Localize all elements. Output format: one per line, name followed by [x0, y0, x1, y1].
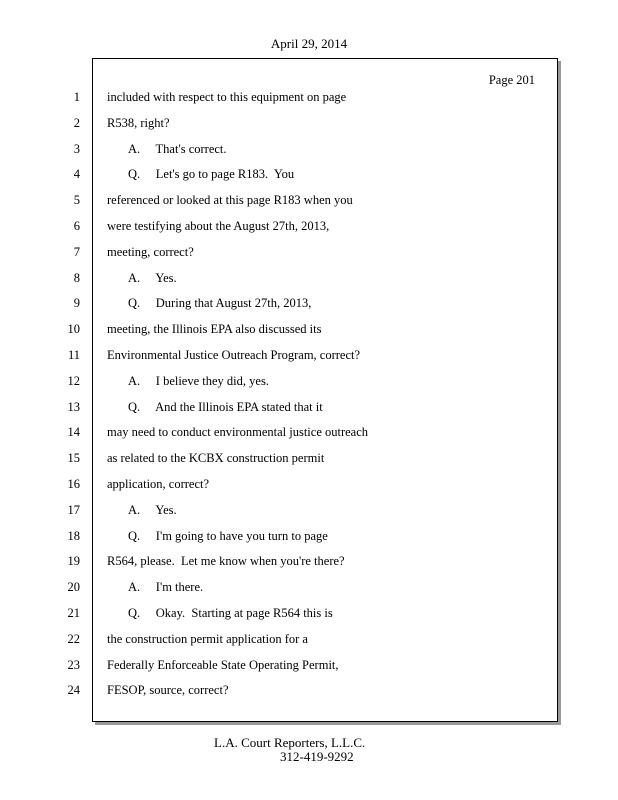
transcript-line: Q. I'm going to have you turn to page [128, 528, 328, 543]
transcript-page [92, 58, 558, 722]
line-number: 18 [67, 528, 80, 543]
line-number: 17 [67, 502, 80, 517]
transcript-line: A. I believe they did, yes. [128, 373, 269, 388]
transcript-line: were testifying about the August 27th, 2013, [107, 219, 330, 233]
line-number: 20 [67, 580, 80, 595]
transcript-line: meeting, correct? [107, 244, 194, 259]
line-number: 16 [67, 477, 80, 491]
line-number: 24 [67, 683, 80, 698]
line-number: 13 [67, 399, 80, 414]
line-number: 6 [73, 219, 80, 233]
line-number: 3 [73, 141, 80, 156]
line-number: 1 [73, 90, 80, 104]
transcript-line: A. Yes. [128, 502, 177, 517]
line-number: 10 [67, 322, 80, 337]
transcript-line: included with respect to this equipment on page [107, 90, 347, 104]
transcript-line: A. I'm there. [128, 580, 204, 595]
transcript-line: Q. Let's go to page R183. You [128, 167, 295, 182]
line-number: 4 [73, 167, 80, 182]
transcript-line: Federally Enforceable State Operating Permit, [107, 657, 339, 672]
transcript-line: Q. During that August 27th, 2013, [128, 296, 312, 311]
line-number: 12 [67, 373, 80, 388]
transcript-line: Q. And the Illinois EPA stated that it [128, 399, 323, 414]
line-number: 19 [67, 554, 80, 569]
line-number: 22 [67, 631, 80, 646]
footer-company: L.A. Court Reporters, L.L.C. [214, 735, 366, 750]
transcript-line: as related to the KCBX construction permit [107, 451, 325, 466]
transcript-line: A. That's correct. [128, 141, 227, 156]
line-number: 5 [73, 193, 80, 208]
line-number: 8 [73, 270, 80, 285]
transcript-line: referenced or looked at this page R183 when you [107, 193, 353, 208]
transcript-line: Q. Okay. Starting at page R564 this is [128, 606, 333, 620]
line-number: 9 [73, 296, 80, 311]
transcript-line: R538, right? [107, 115, 170, 130]
line-number: 15 [67, 451, 80, 466]
transcript-line: may need to conduct environmental justice outreach [107, 425, 369, 440]
transcript-line: A. Yes. [128, 270, 177, 285]
transcript-line: FESOP, source, correct? [107, 683, 229, 698]
transcript-line: the construction permit application for a [107, 631, 308, 646]
line-number: 23 [67, 657, 80, 672]
line-number: 21 [67, 606, 80, 620]
page-number: Page 201 [488, 73, 535, 87]
line-number: 7 [73, 244, 80, 259]
line-number: 14 [67, 425, 80, 440]
footer-phone: 312-419-9292 [280, 749, 354, 764]
transcript-line: Environmental Justice Outreach Program, correct? [107, 348, 361, 362]
header-date: April 29, 2014 [270, 36, 348, 51]
transcript-line: application, correct? [107, 477, 210, 491]
transcript-line: R564, please. Let me know when you're there? [107, 554, 345, 569]
transcript-line: meeting, the Illinois EPA also discussed its [107, 322, 322, 337]
line-number: 11 [67, 348, 80, 362]
line-number: 2 [73, 115, 80, 130]
